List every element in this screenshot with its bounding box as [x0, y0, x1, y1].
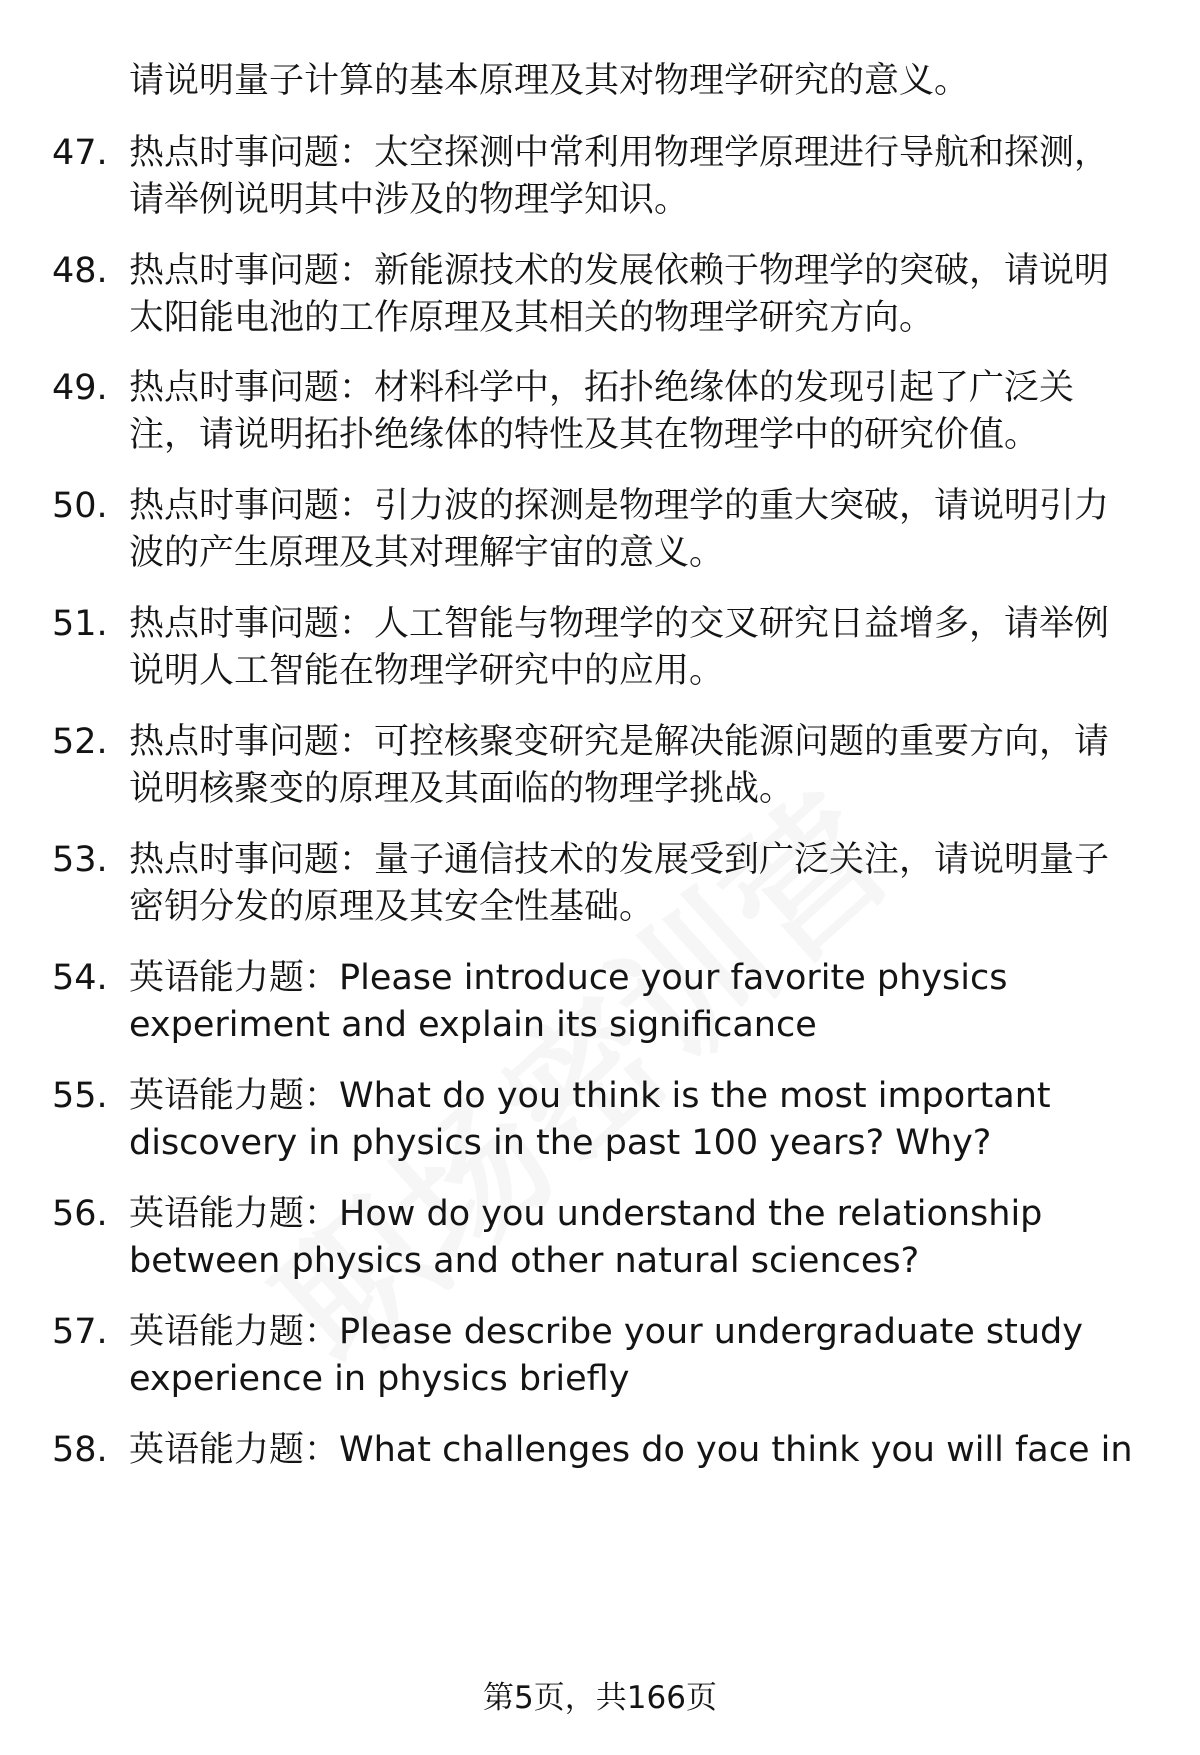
question-number: 58.	[52, 1430, 108, 1470]
question-number: 54.	[52, 958, 108, 998]
question-number: 57.	[52, 1312, 108, 1352]
question-text-line-1: 热点时事问题：新能源技术的发展依赖于物理学的突破，请说明	[129, 251, 1110, 291]
question-text-line-2: 波的产生原理及其对理解宇宙的意义。	[129, 533, 725, 573]
question-text-line-2: 太阳能电池的工作原理及其相关的物理学研究方向。	[129, 298, 935, 338]
question-number: 48.	[52, 251, 108, 291]
question-text-line-2: between physics and other natural sciences?	[129, 1241, 920, 1281]
question-text-line-1: 热点时事问题：引力波的探测是物理学的重大突破，请说明引力	[129, 486, 1110, 526]
question-text-line-1: 热点时事问题：可控核聚变研究是解决能源问题的重要方向，请	[129, 722, 1110, 762]
question-text-line-1: 英语能力题：How do you understand the relationship	[129, 1194, 1043, 1234]
question-number: 51.	[52, 604, 108, 644]
question-text-line-2: 说明人工智能在物理学研究中的应用。	[129, 651, 725, 691]
question-number: 52.	[52, 722, 108, 762]
question-number: 53.	[52, 840, 108, 880]
question-text-line-2: discovery in physics in the past 100 years? Why?	[129, 1123, 992, 1163]
question-number: 50.	[52, 486, 108, 526]
question-text-line-2: 密钥分发的原理及其安全性基础。	[129, 887, 655, 927]
question-text-line-1: 英语能力题：What challenges do you think you will face in	[129, 1430, 1133, 1470]
question-number: 49.	[52, 368, 108, 408]
question-text-line-2: experience in physics briefly	[129, 1359, 630, 1399]
question-text-line-2: 注，请说明拓扑绝缘体的特性及其在物理学中的研究价值。	[129, 415, 1040, 455]
question-text-line-1: 英语能力题：What do you think is the most important	[129, 1076, 1051, 1116]
question-text-line-1: 热点时事问题：量子通信技术的发展受到广泛关注，请说明量子	[129, 840, 1110, 880]
question-text-line-2: experiment and explain its significance	[129, 1005, 817, 1045]
question-text-line-1: 热点时事问题：太空探测中常利用物理学原理进行导航和探测，	[129, 133, 1110, 173]
question-number: 55.	[52, 1076, 108, 1116]
question-number: 56.	[52, 1194, 108, 1234]
question-text-line-2: 说明核聚变的原理及其面临的物理学挑战。	[129, 769, 795, 809]
page-footer: 第5页，共166页	[483, 1680, 717, 1716]
question-text-line-1: 英语能力题：Please describe your undergraduate study	[129, 1312, 1083, 1352]
question-text-line-2: 请举例说明其中涉及的物理学知识。	[129, 180, 690, 220]
question-text-line-1: 英语能力题：Please introduce your favorite physics	[129, 958, 1008, 998]
question-text-line-1: 热点时事问题：材料科学中，拓扑绝缘体的发现引起了广泛关	[129, 368, 1075, 408]
continuation-line: 请说明量子计算的基本原理及其对物理学研究的意义。	[129, 61, 970, 101]
question-number: 47.	[52, 133, 108, 173]
question-text-line-1: 热点时事问题：人工智能与物理学的交叉研究日益增多，请举例	[129, 604, 1110, 644]
